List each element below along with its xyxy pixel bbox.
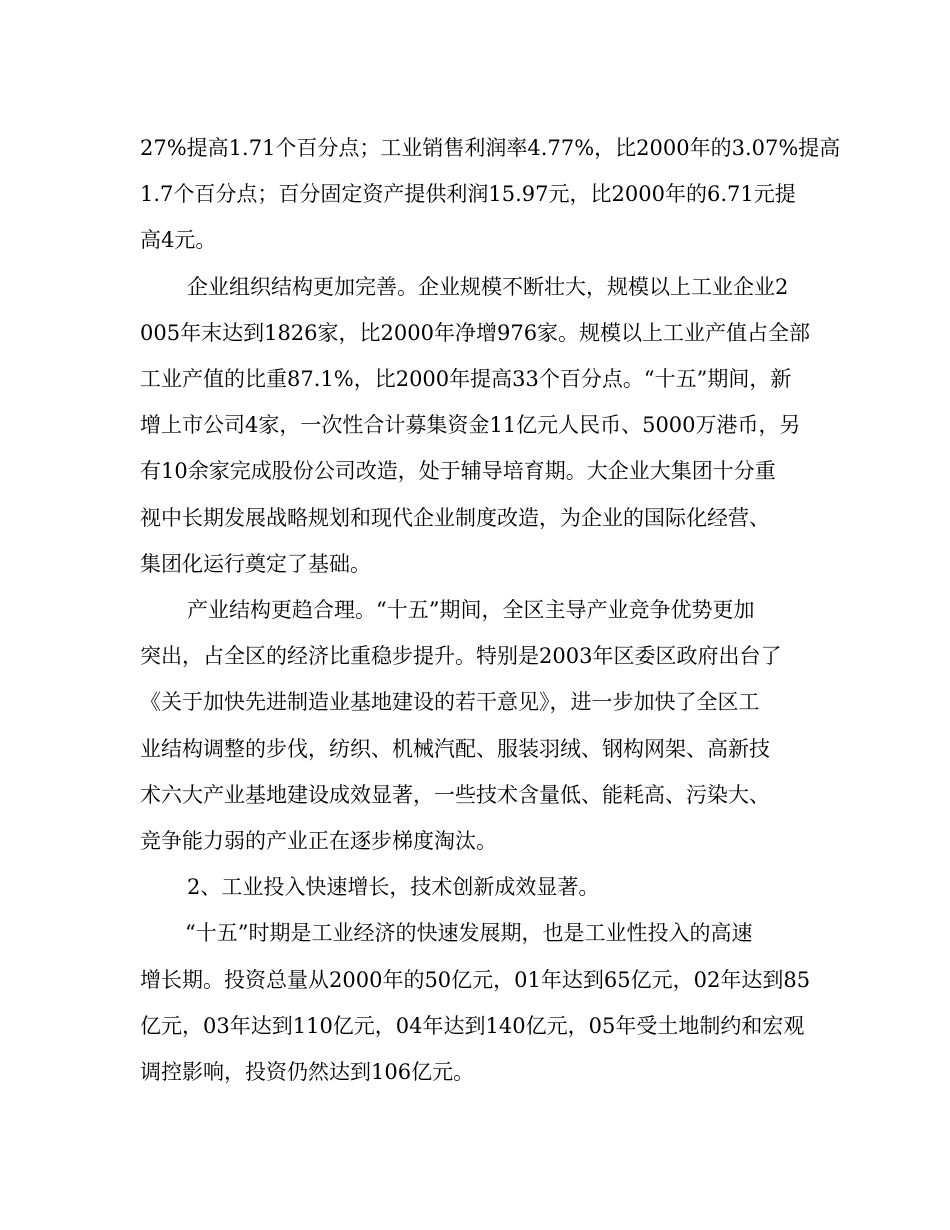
paragraph-first-line: “十五”时期是工业经济的快速发展期，也是工业性投入的高速	[185, 921, 753, 945]
paragraph-first-line: 产业结构更趋合理。“十五”期间，全区主导产业竞争优势更加	[187, 598, 755, 622]
text-line: 005年末达到1826家，比2000年净增976家。规模以上工业产值占全部	[140, 321, 811, 345]
text-line: 高4元。	[140, 228, 217, 252]
text-line: 工业产值的比重87.1%，比2000年提高33个百分点。“十五”期间，新	[140, 367, 792, 391]
text-line: 亿元，03年达到110亿元，04年达到140亿元，05年受土地制约和宏观	[140, 1014, 805, 1038]
text-line: 视中长期发展战略规划和现代企业制度改造，为企业的国际化经营、	[140, 506, 770, 530]
text-line: 调控影响，投资仍然达到106亿元。	[140, 1060, 475, 1084]
text-line: 增上市公司4家，一次性合计募集资金11亿元人民币、5000万港币，另	[140, 413, 801, 437]
text-line: 集团化运行奠定了基础。	[140, 552, 371, 576]
text-line: 27%提高1.71个百分点；工业销售利润率4.77%，比2000年的3.07%提高	[140, 136, 841, 160]
paragraph-first-line: 企业组织结构更加完善。企业规模不断壮大，规模以上工业企业2	[187, 275, 789, 299]
text-line: 竞争能力弱的产业正在逐步梯度淘汰。	[140, 829, 497, 853]
text-line: 《关于加快先进制造业基地建设的若干意见》，进一步加快了全区工	[140, 690, 760, 714]
text-line: 术六大产业基地建设成效显著，一些技术含量低、能耗高、污染大、	[140, 783, 770, 807]
text-line: 业结构调整的步伐，纺织、机械汽配、服装羽绒、钢构网架、高新技	[140, 737, 770, 761]
text-line: 增长期。投资总量从2000年的50亿元，01年达到65亿元，02年达到85	[140, 968, 811, 992]
text-line: 有10余家完成股份公司改造，处于辅导培育期。大企业大集团十分重	[140, 459, 776, 483]
text-line: 1.7个百分点；百分固定资产提供利润15.97元，比2000年的6.71元提	[140, 182, 796, 206]
text-line: 突出，占全区的经济比重稳步提升。特别是2003年区委区政府出台了	[140, 644, 782, 668]
section-heading: 2、工业投入快速增长，技术创新成效显著。	[187, 875, 600, 899]
